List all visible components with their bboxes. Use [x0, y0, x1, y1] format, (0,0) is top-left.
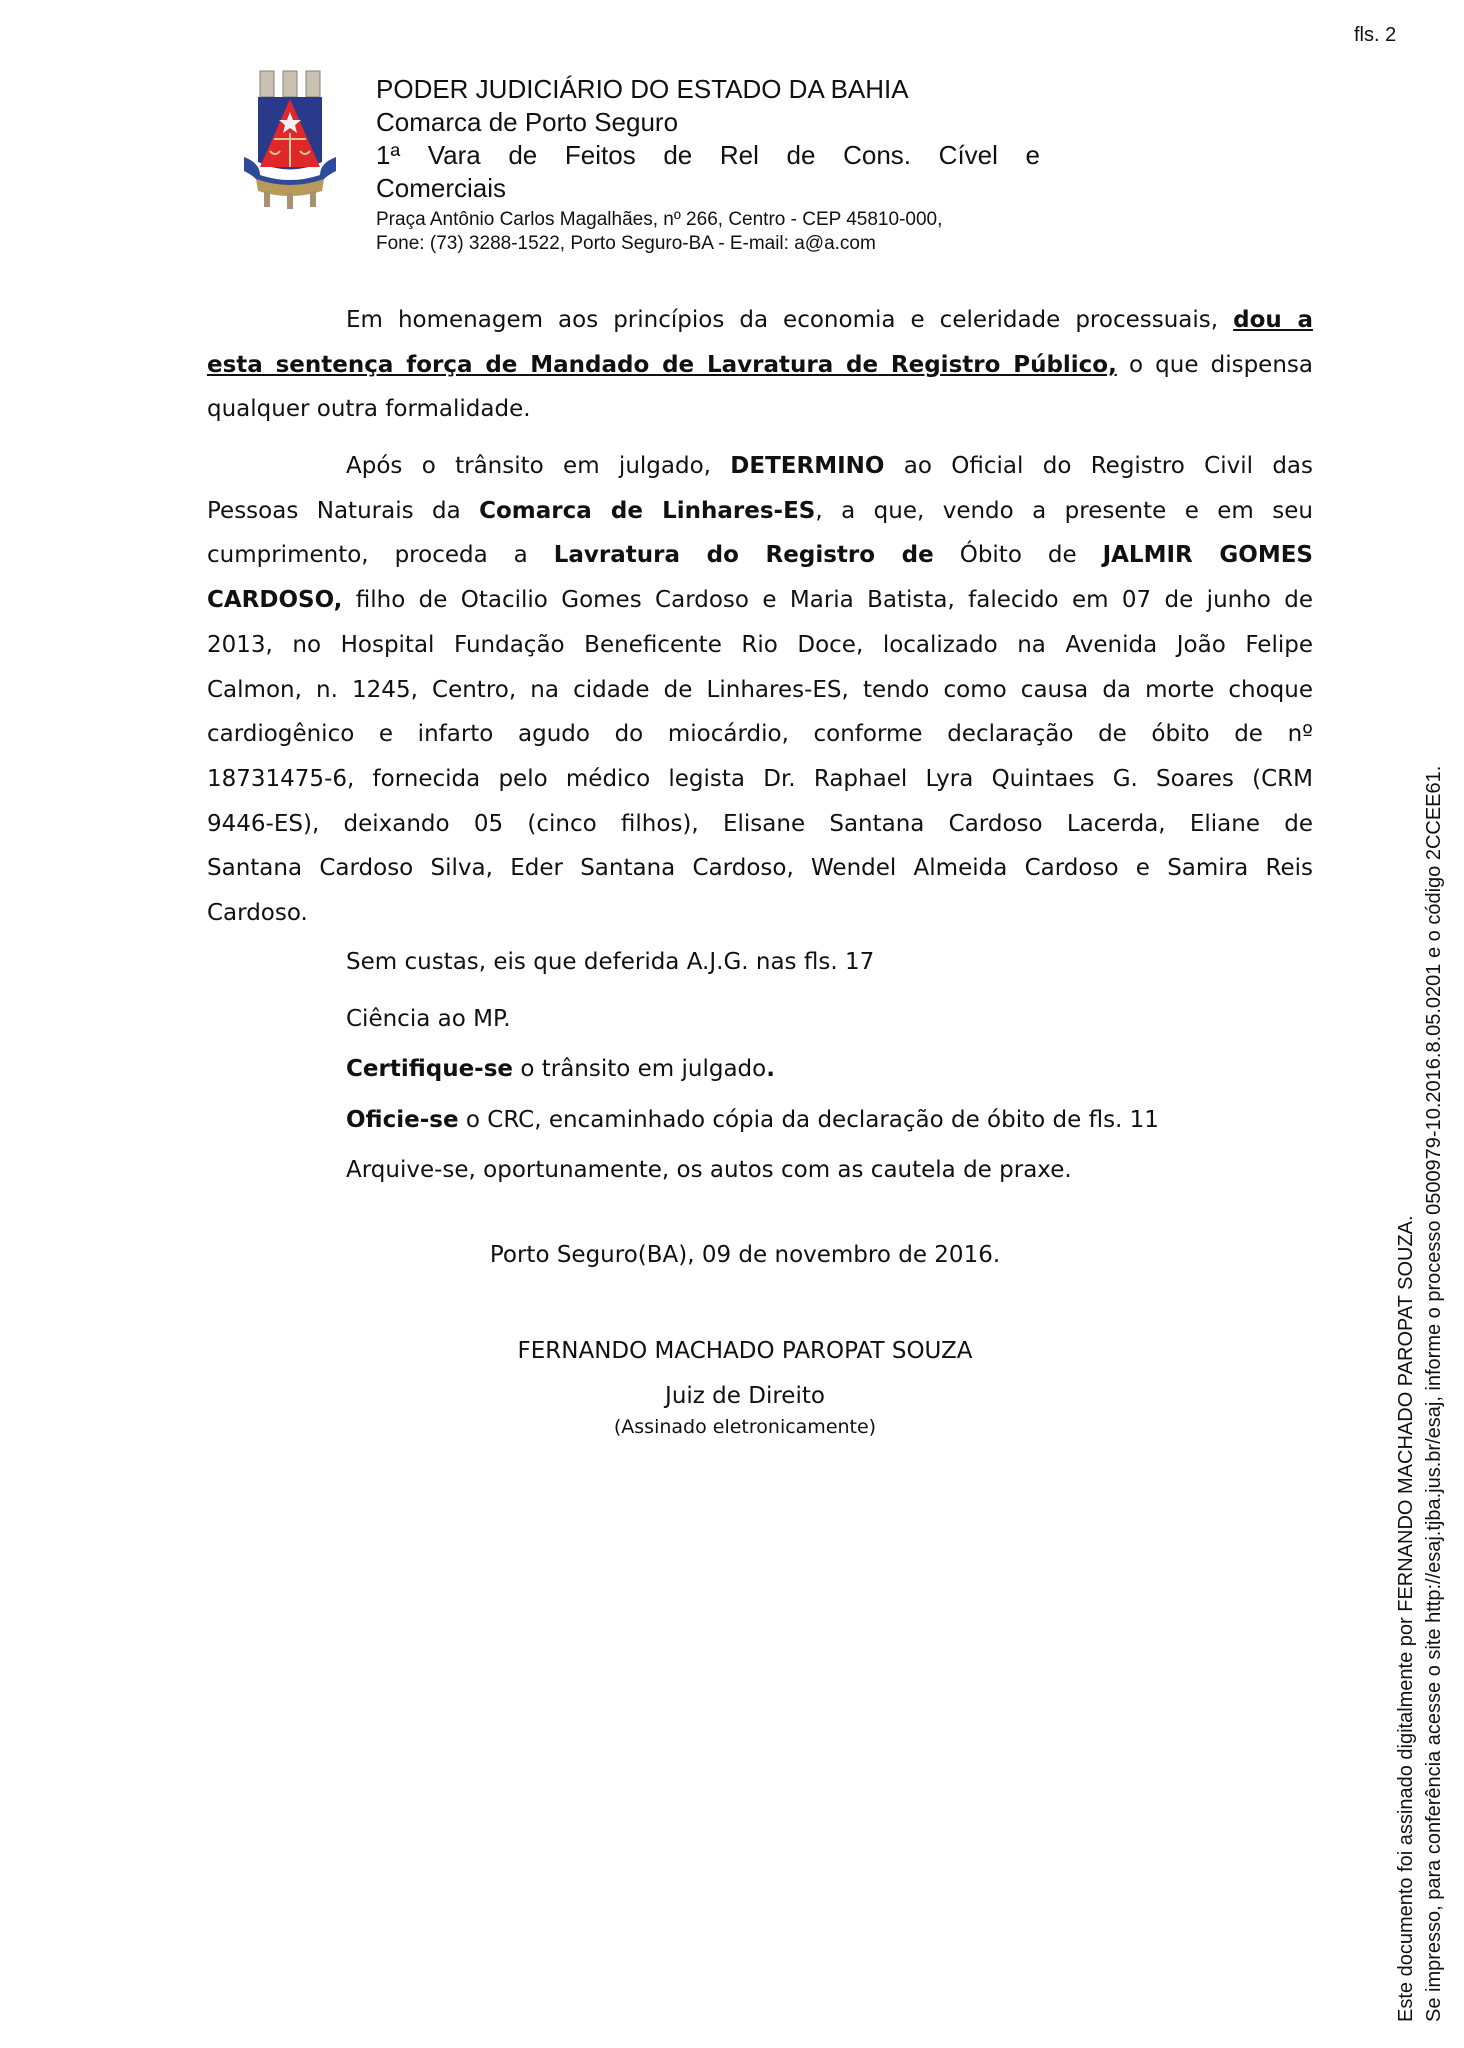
text-line	[207, 802, 1313, 847]
text-line	[207, 343, 1313, 388]
order-line	[346, 1107, 1159, 1133]
text-segment: o trânsito em julgado	[513, 1056, 767, 1082]
bold-text: Oficie-se	[346, 1107, 459, 1133]
order-line	[346, 1056, 775, 1082]
header-district: Comarca de Porto Seguro	[376, 107, 679, 137]
text-segment: cumprimento, proceda a	[207, 542, 554, 569]
stamp-line-1: Este documento foi assinado digitalmente por FERNANDO MACHADO PAROPAT SOUZA.	[1395, 1215, 1417, 2022]
text-segment: o CRC, encaminhado cópia da declaração de óbito de fls. 11	[458, 1107, 1159, 1133]
text-line	[207, 387, 1313, 432]
text-segment: Ciência ao MP.	[346, 1006, 511, 1032]
text-line	[207, 298, 1313, 343]
text-line	[207, 891, 1313, 936]
text-line	[207, 623, 1313, 668]
page-number: fls. 2	[1354, 24, 1397, 46]
digital-signature-stamp	[1392, 766, 1448, 2022]
text-segment: Santana Cardoso Silva, Eder Santana Cardoso, Wendel Almeida Cardoso e Samira Reis	[207, 855, 1313, 882]
bold-text: Certifique-se	[346, 1056, 514, 1082]
text-line	[207, 757, 1313, 802]
header-address: Praça Antônio Carlos Magalhães, nº 266, Centro - CEP 45810-000,	[376, 209, 943, 230]
header-contact: Fone: (73) 3288-1522, Porto Seguro-BA - E-mail: a@a.com	[376, 233, 876, 254]
paragraph	[207, 444, 1313, 936]
text-segment: 9446-ES), deixando 05 (cinco filhos), Elisane Santana Cardoso Lacerda, Eliane de	[207, 810, 1313, 837]
text-segment: 18731475-6, fornecida pelo médico legista Dr. Raphael Lyra Quintaes G. Soares (CRM	[207, 765, 1313, 792]
bold-text: JALMIR GOMES	[1102, 542, 1313, 569]
text-segment: 2013, no Hospital Fundação Beneficente Rio Doce, localizado na Avenida João Felipe	[207, 631, 1313, 658]
order-line	[346, 1157, 1072, 1183]
header-court-division-cont: Comerciais	[376, 173, 507, 203]
text-segment: Arquive-se, oportunamente, os autos com as cautela de praxe.	[346, 1157, 1072, 1183]
order-line	[346, 1006, 511, 1032]
text-segment: Pessoas Naturais da	[207, 497, 480, 524]
bold-text: Comarca de Linhares-ES	[479, 497, 816, 524]
text-line	[207, 712, 1313, 757]
bold-text: CARDOSO,	[207, 587, 343, 614]
text-segment: qualquer outra formalidade.	[207, 396, 531, 423]
text-line	[207, 533, 1313, 578]
text-segment: Óbito de	[933, 542, 1103, 569]
bold-text: .	[766, 1056, 775, 1082]
paragraph	[207, 298, 1313, 432]
text-line	[207, 846, 1313, 891]
text-segment: Calmon, n. 1245, Centro, na cidade de Linhares-ES, tendo como causa da morte choque	[207, 676, 1313, 703]
text-line	[207, 489, 1313, 534]
text-segment: filho de Otacilio Gomes Cardoso e Maria Batista, falecido em 07 de junho de	[342, 587, 1313, 614]
order-line	[346, 949, 874, 975]
header-court-division: 1ª Vara de Feitos de Rel de Cons. Cível e	[376, 140, 1040, 170]
bold-text: dou a	[1233, 307, 1313, 333]
text-segment: ao Oficial do Registro Civil das	[884, 453, 1313, 480]
header-court-name: PODER JUDICIÁRIO DO ESTADO DA BAHIA	[376, 74, 909, 104]
text-segment: , a que, vendo a presente e em seu	[815, 497, 1313, 524]
text-segment: Em homenagem aos princípios da economia e celeridade processuais,	[346, 307, 1234, 333]
bahia-coat-of-arms-logo	[240, 67, 340, 210]
judge-title: Juiz de Direito	[665, 1383, 825, 1409]
signature-note: (Assinado eletronicamente)	[613, 1416, 877, 1438]
bold-text: DETERMINO	[730, 453, 885, 480]
text-segment: Após o trânsito em julgado,	[346, 453, 731, 480]
text-segment: cardiogênico e infarto agudo do miocárdio, conforme declaração de óbito de nº	[207, 721, 1313, 748]
stamp-line-2: Se impresso, para conferência acesse o site http://esaj.tjba.jus.br/esaj, informe o processo 0500979-10.2016.8.05.0201 e o código 2CCEE61.	[1423, 765, 1445, 2022]
text-segment: Cardoso.	[207, 899, 308, 926]
text-segment: Sem custas, eis que deferida A.J.G. nas fls. 17	[346, 949, 875, 975]
text-segment: o que dispensa	[1116, 351, 1313, 378]
text-line	[207, 668, 1313, 713]
date-line: Porto Seguro(BA), 09 de novembro de 2016.	[489, 1242, 1001, 1268]
judge-name: FERNANDO MACHADO PAROPAT SOUZA	[517, 1338, 973, 1364]
bold-text: Lavratura do Registro de	[553, 542, 934, 569]
text-line	[207, 578, 1313, 623]
sentence-body	[207, 298, 1313, 936]
bold-text: esta sentença força de Mandado de Lavratura de Registro Público,	[207, 351, 1117, 378]
text-line	[207, 444, 1313, 489]
